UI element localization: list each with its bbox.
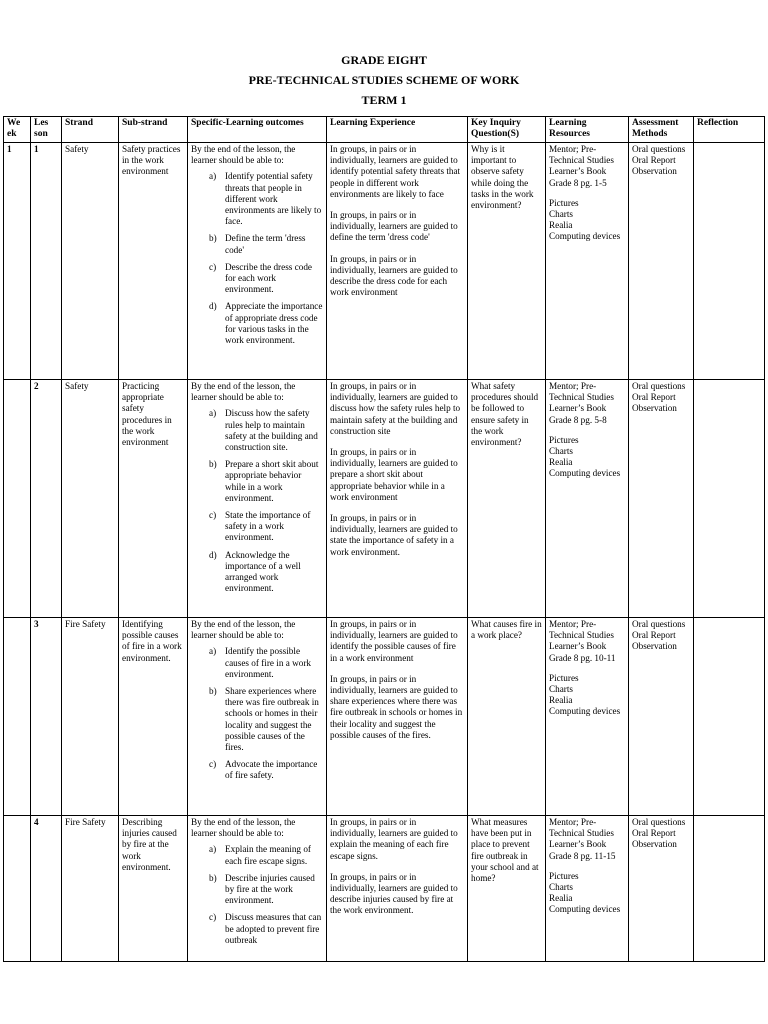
- table-row: [4, 816, 765, 962]
- col-header-inquiry: Key Inquiry Question(S): [468, 117, 546, 143]
- outcomes-intro: By the end of the lesson, the learner should be able to:: [191, 817, 296, 839]
- outcome-text: Prepare a short skit about appropriate behavior while in a work environment.: [225, 459, 319, 503]
- outcome-text: Define the term 'dress code': [225, 233, 306, 255]
- col-header-strand: Strand: [62, 117, 119, 143]
- week-cell: [4, 816, 31, 962]
- col-header-week: We ek: [4, 117, 31, 143]
- reflection-cell: [694, 618, 765, 816]
- assessment-item: Observation: [632, 403, 677, 414]
- outcome-text: Advocate the importance of fire safety.: [225, 759, 318, 781]
- outcome-item: [191, 844, 323, 866]
- outcome-marker: c): [209, 912, 217, 923]
- outcome-marker: a): [209, 844, 217, 855]
- strand-cell: Fire Safety: [62, 816, 119, 962]
- assessment-cell: [629, 816, 694, 962]
- document-title-block: [0, 50, 768, 110]
- outcome-item: [191, 873, 323, 907]
- substrand-cell: Describing injuries caused by fire at the work environment.: [119, 816, 188, 962]
- table-row: [4, 143, 765, 380]
- experience-paragraph: In groups, in pairs or in individually, learners are guided to describe injuries caused by fire at the work environment.: [330, 871, 458, 916]
- experience-paragraph: In groups, in pairs or in individually, learners are guided to share experiences where there was fire outbreak in schools or homes in their locality and suggest the possible causes of the fires.: [330, 673, 463, 740]
- resources-book: Mentor; Pre-Technical Studies Learner’s Book Grade 8 pg. 5-8: [549, 381, 614, 425]
- scheme-title: PRE-TECHNICAL STUDIES SCHEME OF WORK: [248, 73, 520, 87]
- outcome-marker: c): [209, 261, 217, 272]
- outcomes-cell: [188, 143, 327, 380]
- outcomes-intro: By the end of the lesson, the learner should be able to:: [191, 381, 296, 403]
- outcome-text: Acknowledge the importance of a well arranged work environment.: [225, 549, 301, 594]
- resource-item: Realia: [549, 457, 573, 468]
- term-title: TERM 1: [361, 93, 407, 107]
- resources-cell: [546, 816, 629, 962]
- assessment-cell: [629, 618, 694, 816]
- outcomes-intro: By the end of the lesson, the learner should be able to:: [191, 619, 296, 641]
- substrand-cell: Practicing appropriate safety procedures in the work environment: [119, 380, 188, 618]
- assessment-cell: [629, 380, 694, 618]
- outcome-item: [191, 550, 323, 595]
- outcome-marker: d): [209, 301, 217, 312]
- resources-cell: [546, 380, 629, 618]
- table-row: [4, 618, 765, 816]
- reflection-cell: [694, 380, 765, 618]
- resources-cell: [546, 143, 629, 380]
- resource-item: Realia: [549, 893, 573, 904]
- grade-title: GRADE EIGHT: [341, 53, 427, 67]
- outcome-marker: c): [209, 759, 217, 770]
- outcomes-list: [191, 171, 323, 346]
- week-cell: [4, 380, 31, 618]
- scheme-of-work-table: [3, 116, 765, 962]
- assessment-item: Observation: [632, 839, 677, 850]
- outcome-marker: a): [209, 646, 217, 657]
- outcome-text: Explain the meaning of each fire escape signs.: [225, 844, 311, 866]
- col-header-assessment: Assessment Methods: [629, 117, 694, 143]
- col-header-substrand: Sub-strand: [119, 117, 188, 143]
- resource-item: Pictures: [549, 197, 579, 208]
- lesson-cell: 2: [31, 380, 62, 618]
- outcomes-cell: [188, 618, 327, 816]
- strand-cell: Safety: [62, 380, 119, 618]
- resource-item: Computing devices: [549, 468, 621, 479]
- assessment-item: Oral Report: [632, 828, 676, 839]
- resources-book: Mentor; Pre-Technical Studies Learner’s Book Grade 8 pg. 1-5: [549, 144, 614, 188]
- resource-item: Charts: [549, 446, 573, 457]
- experience-cell: [327, 618, 468, 816]
- outcome-marker: a): [209, 171, 217, 182]
- resource-item: Computing devices: [549, 904, 621, 915]
- resource-item: Realia: [549, 220, 573, 231]
- outcome-text: Discuss measures that can be adopted to prevent fire outbreak: [225, 912, 322, 945]
- assessment-item: Oral Report: [632, 630, 676, 641]
- substrand-cell: Safety practices in the work environment: [119, 143, 188, 380]
- outcome-text: Describe injuries caused by fire at the work environment.: [225, 872, 315, 906]
- experience-cell: [327, 380, 468, 618]
- col-header-experience: Learning Experience: [327, 117, 468, 143]
- outcome-item: [191, 646, 323, 680]
- col-header-outcomes: Specific-Learning outcomes: [188, 117, 327, 143]
- inquiry-cell: What safety procedures should be followed to ensure safety in the work environment?: [468, 380, 546, 618]
- table-header-row: [4, 117, 765, 143]
- outcome-item: [191, 459, 323, 504]
- resource-item: Charts: [549, 684, 573, 695]
- resources-cell: [546, 618, 629, 816]
- outcome-item: [191, 510, 323, 544]
- outcome-marker: b): [209, 686, 217, 697]
- assessment-item: Oral questions: [632, 817, 686, 827]
- outcome-item: [191, 912, 323, 946]
- experience-cell: [327, 143, 468, 380]
- assessment-cell: [629, 143, 694, 380]
- col-header-lesson: Les son: [31, 117, 62, 143]
- outcome-text: State the importance of safety in a work environment.: [225, 510, 311, 543]
- outcome-marker: b): [209, 872, 217, 883]
- resource-item: Pictures: [549, 434, 579, 445]
- lesson-cell: 3: [31, 618, 62, 816]
- experience-paragraph: In groups, in pairs or in individually, learners are guided to describe the dress code for each work environment: [330, 253, 458, 298]
- outcome-text: Share experiences where there was fire outbreak in schools or homes in their locality and suggest the possible causes of the fires.: [225, 686, 319, 753]
- outcome-item: [191, 301, 323, 346]
- strand-cell: Fire Safety: [62, 618, 119, 816]
- assessment-item: Observation: [632, 641, 677, 652]
- col-header-resources: Learning Resources: [546, 117, 629, 143]
- outcome-text: Describe the dress code for each work environment.: [225, 261, 312, 295]
- experience-paragraph: In groups, in pairs or in individually, learners are guided to explain the meaning of each fire escape signs.: [330, 817, 458, 861]
- outcomes-cell: [188, 816, 327, 962]
- assessment-item: Oral questions: [632, 144, 686, 154]
- experience-paragraph: In groups, in pairs or in individually, learners are guided to identify potential safety threats that people in different work environments are likely to face: [330, 144, 461, 199]
- outcome-item: [191, 262, 323, 296]
- outcome-marker: c): [209, 510, 217, 521]
- outcome-marker: d): [209, 549, 217, 560]
- col-header-reflection: Reflection: [694, 117, 765, 143]
- outcome-item: [191, 171, 323, 227]
- outcome-item: [191, 408, 323, 453]
- outcome-text: Discuss how the safety rules help to maintain safety at the building and construction site.: [225, 408, 318, 453]
- substrand-cell: Identifying possible causes of fire in a work environment.: [119, 618, 188, 816]
- lesson-cell: 4: [31, 816, 62, 962]
- assessment-item: Oral questions: [632, 381, 686, 391]
- experience-paragraph: In groups, in pairs or in individually, learners are guided to identify the possible causes of fire in a work environment: [330, 619, 458, 663]
- week-cell: 1: [4, 143, 31, 380]
- experience-paragraph: In groups, in pairs or in individually, learners are guided to prepare a short skit about appropriate behavior while in a work environment: [330, 447, 458, 502]
- assessment-item: Oral Report: [632, 155, 676, 166]
- outcome-marker: b): [209, 233, 217, 244]
- outcome-text: Identify potential safety threats that people in different work environments are likely to face.: [225, 171, 322, 227]
- outcomes-list: [191, 844, 323, 946]
- inquiry-cell: Why is it important to observe safety while doing the tasks in the work environment?: [468, 143, 546, 380]
- experience-paragraph: In groups, in pairs or in individually, learners are guided to state the importance of safety in a work environment.: [330, 513, 458, 557]
- outcome-marker: a): [209, 408, 217, 419]
- reflection-cell: [694, 816, 765, 962]
- resource-item: Charts: [549, 209, 573, 220]
- assessment-item: Oral Report: [632, 392, 676, 403]
- resource-item: Computing devices: [549, 231, 621, 242]
- outcome-item: [191, 686, 323, 753]
- assessment-item: Oral questions: [632, 619, 686, 629]
- lesson-cell: 1: [31, 143, 62, 380]
- resources-book: Mentor; Pre-Technical Studies Learner’s Book Grade 8 pg. 11-15: [549, 817, 616, 861]
- outcomes-intro: By the end of the lesson, the learner should be able to:: [191, 144, 296, 166]
- outcome-text: Identify the possible causes of fire in a work environment.: [225, 646, 311, 679]
- resource-item: Computing devices: [549, 706, 621, 717]
- outcome-marker: b): [209, 459, 217, 470]
- outcomes-list: [191, 408, 323, 594]
- outcome-item: [191, 233, 323, 255]
- outcomes-list: [191, 646, 323, 781]
- strand-cell: Safety: [62, 143, 119, 380]
- outcomes-cell: [188, 380, 327, 618]
- resource-item: Pictures: [549, 870, 579, 881]
- resource-item: Pictures: [549, 672, 579, 683]
- outcome-item: [191, 759, 323, 781]
- resource-item: Charts: [549, 882, 573, 893]
- experience-cell: [327, 816, 468, 962]
- experience-paragraph: In groups, in pairs or in individually, learners are guided to discuss how the safety rules help to maintain safety at the building and construction site: [330, 381, 461, 436]
- experience-paragraph: In groups, in pairs or in individually, learners are guided to define the term 'dress code': [330, 210, 458, 243]
- inquiry-cell: What causes fire in a work place?: [468, 618, 546, 816]
- inquiry-cell: What measures have been put in place to prevent fire outbreak in your school and at home?: [468, 816, 546, 962]
- outcome-text: Appreciate the importance of appropriate dress code for various tasks in the work environment.: [225, 301, 323, 346]
- resources-book: Mentor; Pre-Technical Studies Learner’s Book Grade 8 pg. 10-11: [549, 619, 616, 663]
- resource-item: Realia: [549, 695, 573, 706]
- week-cell: [4, 618, 31, 816]
- assessment-item: Observation: [632, 166, 677, 177]
- reflection-cell: [694, 143, 765, 380]
- table-row: [4, 380, 765, 618]
